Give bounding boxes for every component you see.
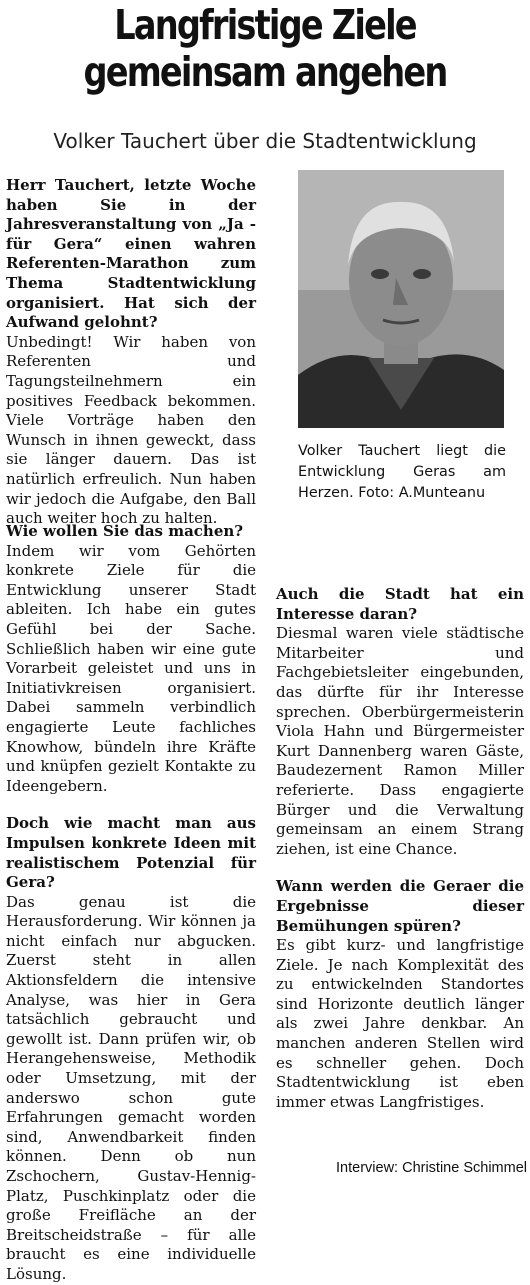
column-2: [276, 542, 524, 1112]
answer-4: Diesmal waren viele städtische Mitarbeiter und Fachgebietsleiter eingebunden, das dürfte für ihr Interesse sprechen. Oberbürgermeisterin Viola Hahn und Bürgermeister Kurt Dannenberg waren Gäste, Baudezernent Ramon Miller referierte. Dass engagierte Bürger und die Verwaltung gemeinsam an einem Strang ziehen, ist eine Chance.: [276, 624, 524, 858]
headline-line-2: gemeinsam angehen: [83, 48, 447, 96]
headline: [48, 2, 483, 96]
question-5: Wann werden die Geraer die Ergebnisse dieser Bemühungen spüren?: [276, 877, 524, 935]
portrait-image: [298, 170, 504, 428]
headline-line-1: Langfristige Ziele: [114, 1, 416, 49]
subheadline: Volker Tauchert über die Stadtentwicklung: [53, 129, 477, 153]
answer-3: Das genau ist die Herausforderung. Wir können ja nicht einfach nur abgucken. Zuerst steht in allen Aktionsfeldern die intensive Analyse, was hier in Gera tatsächlich gebraucht und gewollt ist. Dann prüfen wir, ob Herangehensweise, Methodik oder Umsetzung, mit der anderswo schon gute Erfahrungen gemacht worden sind, Anwendbarkeit finden können. Denn ob nun Zschochern, Gustav-Hennig-Platz, Puschkinplatz oder die große Freifläche an der Breitscheidstraße – für alle braucht es eine individuelle Lösung.: [6, 892, 256, 1283]
question-4: Auch die Stadt hat ein Interesse daran?: [276, 585, 524, 623]
column-1-bottom: [6, 522, 256, 1285]
answer-2: Indem wir vom Gehörten konkrete Ziele für die Entwicklung unserer Stadt ableiten. Ich habe ein gutes Gefühl bei der Sache. Schließlich haben wir eine gute Vorarbeit geleistet und uns in Initiativkreisen organisiert. Dabei sammeln verbindlich engagierte Leute fachliches Knowhow, bündeln ihre Kräfte und knüpfen gezielt Kontakte zu Ideengebern.: [6, 541, 256, 795]
interview-credit: Interview: Christine Schimmel: [336, 1160, 527, 1176]
portrait-photo: [298, 170, 504, 428]
question-2: Wie wollen Sie das machen?: [6, 522, 244, 540]
photo-caption: Volker Tauchert liegt die Entwicklung Geras am Herzen. Foto: A.Munteanu: [298, 443, 506, 501]
column-1-top: [6, 176, 256, 529]
answer-5: Es gibt kurz- und langfristige Ziele. Je nach Komplexität des zu entwickelnden Standortes sind Horizonte deutlich länger als zwei Jahre denkbar. An manchen anderen Stellen wird es schneller gehen. Doch Stadtentwicklung ist eben immer etwas Langfristiges.: [276, 936, 524, 1111]
question-3: Doch wie macht man aus Impulsen konkrete Ideen mit realistischem Potenzial für Gera?: [6, 814, 256, 892]
answer-1: Unbedingt! Wir haben von Referenten und Tagungsteilnehmern ein positives Feedback bekommen. Viele Vorträge haben den Wunsch in ihnen geweckt, dass sie länger dauern. Das ist natürlich erfreulich. Nun haben wir jedoch die Aufgabe, den Ball auch weiter hoch zu halten.: [6, 332, 256, 528]
question-1: Herr Tauchert, letzte Woche haben Sie in der Jahresveranstaltung von „Ja - für Gera“ einen wahren Referenten-Marathon zum Thema Stadtentwicklung organisiert. Hat sich der Aufwand gelohnt?: [6, 176, 256, 332]
